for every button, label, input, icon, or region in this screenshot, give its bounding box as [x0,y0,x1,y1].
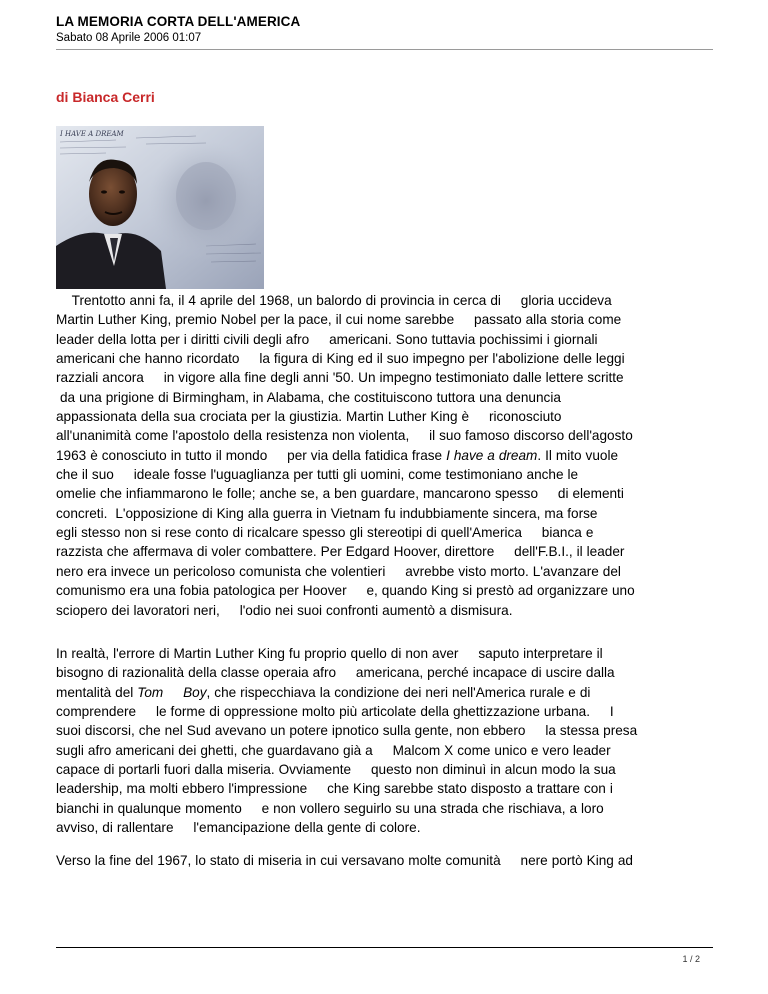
paragraph-line-end: . Il mito vuole [537,447,619,463]
paragraph-line: concreti. L'opposizione di King alla guerra in Vietnam fu indubbiamente sincera, ma forse [56,505,598,521]
article-photo [56,126,264,289]
paragraph-line: egli stesso non si rese conto di ricalcare spesso gli stereotipi di quell'America bianca e [56,525,594,541]
document-title: LA MEMORIA CORTA DELL'AMERICA [56,14,301,29]
paragraph-line: razziali ancora in vigore alla fine degli anni '50. Un impegno testimoniato dalle lettere scritte [56,370,624,386]
paragraph-line: razzista che affermava di voler combattere. Per Edgard Hoover, direttore dell'F.B.I., il leader [56,544,625,560]
page-number: 1 / 2 [682,954,700,964]
paragraph-line: leadership, ma molti ebbero l'impressione che King sarebbe stato disposto a trattare con i [56,781,613,797]
paragraph-line: che il suo ideale fosse l'uguaglianza per tutti gli uomini, come testimoniano anche le [56,467,579,483]
paragraph-line: capace di portarli fuori dalla miseria. Ovviamente questo non diminuì in alcun modo la sua [56,762,616,778]
paragraph-line: appassionata della sua crociata per la giustizia. Martin Luther King è riconosciuto [56,409,562,425]
paragraph-line [56,683,716,702]
article-paragraph-1 [56,291,716,620]
paragraph-line: da una prigione di Birmingham, in Alabama, che costituiscono tuttora una denuncia [56,389,561,405]
paragraph-line: bisogno di razionalità della classe operaia afro americana, perché incapace di uscire dalla [56,665,615,681]
paragraph-line: Trentotto anni fa, il 4 aprile del 1968, un balordo di provincia in cerca di gloria uccideva [56,293,612,308]
paragraph-line: comprendere le forme di oppressione molto più articolate della ghettizzazione urbana. I [56,704,614,720]
paragraph-line: Martin Luther King, premio Nobel per la pace, il cui nome sarebbe passato alla storia come [56,312,622,328]
paragraph-line-start: 1963 è conosciuto in tutto il mondo per via della fatidica frase [56,447,447,463]
paragraph-line: In realtà, l'errore di Martin Luther King fu proprio quello di non aver saputo interpretare il [56,646,603,661]
paragraph-line-start: mentalità del [56,684,138,700]
paragraph-line: avviso, di rallentare l'emancipazione della gente di colore. [56,820,421,836]
paragraph-line: sugli afro americani dei ghetti, che guardavano già a Malcom X come unico e vero leader [56,742,611,758]
paragraph-line: suoi discorsi, che nel Sud avevano un potere ipnotico sulla gente, non ebbero la stessa presa [56,723,638,739]
footer-divider [56,947,713,948]
header-divider [56,49,713,50]
document-date: Sabato 08 Aprile 2006 01:07 [56,32,202,44]
paragraph-line: bianchi in qualunque momento e non vollero seguirlo su una strada che rischiava, a loro [56,800,604,816]
quote-i-have-a-dream: I have a dream [446,447,538,463]
paragraph-line-end: , che rispecchiava la condizione dei neri nell'America rurale e di [206,684,591,700]
paragraph-line: all'unanimità come l'apostolo della resistenza non violenta, il suo famoso discorso dell'agosto [56,428,633,444]
paragraph-line [56,446,716,465]
paragraph-line: sciopero dei lavoratori neri, l'odio nei suoi confronti aumentò a dismisura. [56,602,513,618]
paragraph-line: nero era invece un pericoloso comunista che volentieri avrebbe visto morto. L'avanzare del [56,563,621,579]
author-byline: di Bianca Cerri [56,89,155,105]
article-paragraph-2 [56,644,716,837]
paragraph-line: comunismo era una fobia patologica per Hoover e, quando King si prestò ad organizzare uno [56,583,635,599]
article-paragraph-3 [56,851,716,870]
paragraph-line: Verso la fine del 1967, lo stato di miseria in cui versavano molte comunità nere portò King ad [56,853,633,868]
paragraph-line: leader della lotta per i diritti civili degli afro americani. Sono tuttavia pochissimi i giornali [56,331,598,347]
paragraph-line: americani che hanno ricordato la figura di King ed il suo impegno per l'abolizione delle leggi [56,351,625,367]
page-header [56,14,712,45]
paragraph-line: omelie che infiammarono le folle; anche se, a ben guardare, mancarono spesso di elementi [56,486,624,502]
italic-tom-boy: Tom Boy [137,684,207,700]
photo-handwriting: I HAVE A DREAM [60,130,124,138]
